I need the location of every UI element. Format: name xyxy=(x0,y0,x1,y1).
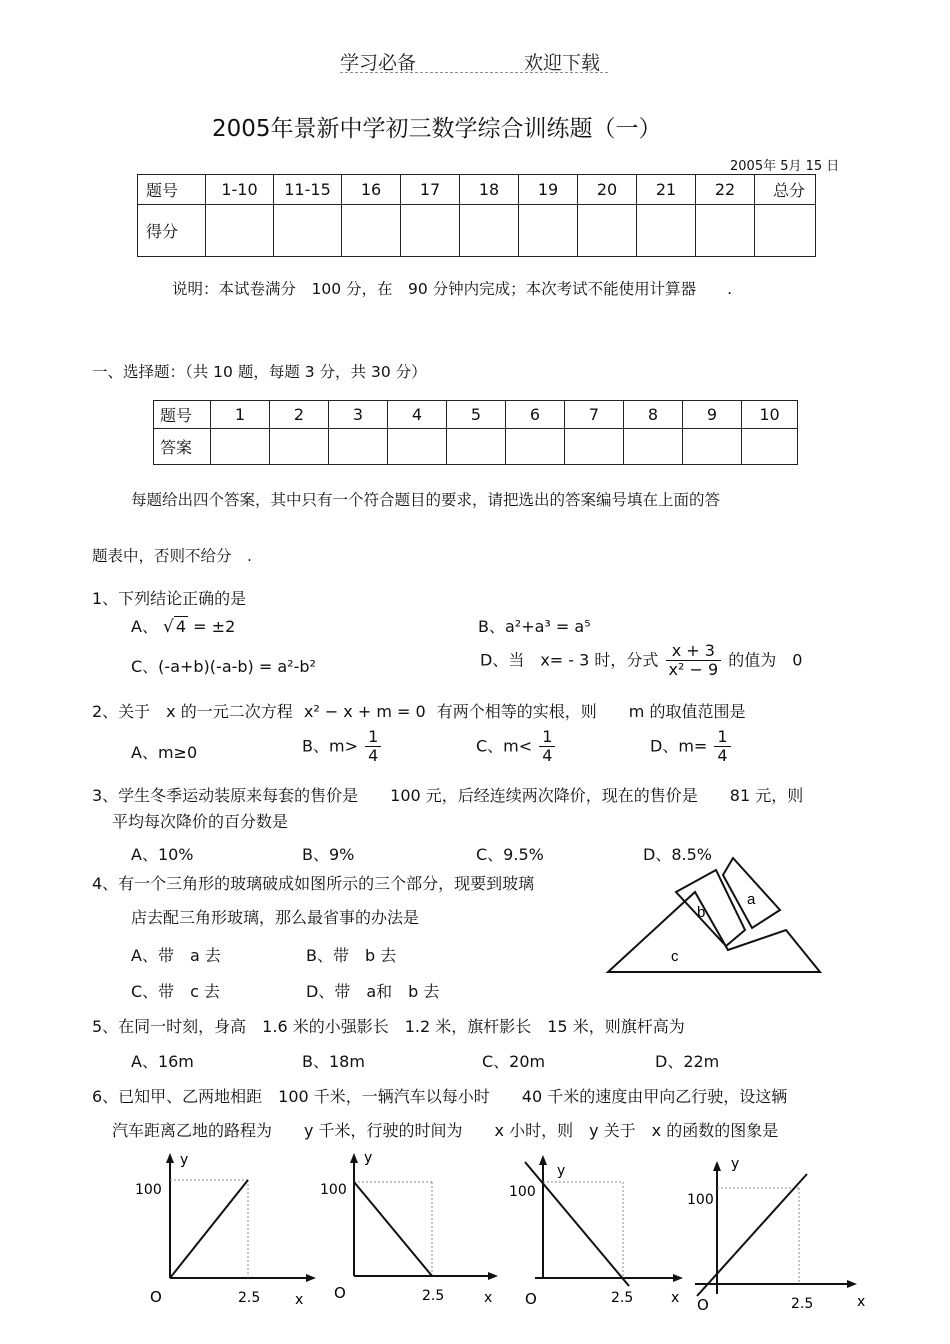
broken-glass-triangle-figure xyxy=(600,850,830,980)
score-input-cell[interactable] xyxy=(342,205,401,257)
exam-date: 2005年 5月 15 日 xyxy=(730,159,840,174)
answer-table-header-row xyxy=(154,401,798,429)
score-input-cell[interactable] xyxy=(637,205,696,257)
q5-option-d: D、22m xyxy=(655,1052,720,1071)
q1-option-c: C、(-a+b)(-a-b) = a²-b² xyxy=(131,657,316,676)
x-axis-arrow-icon xyxy=(306,1274,316,1282)
score-table-cell: 1-10 xyxy=(206,175,274,205)
score-table-cell: 21 xyxy=(637,175,696,205)
q3-line-2: 平均每次降价的百分数是 xyxy=(112,812,289,831)
fraction-denominator: 4 xyxy=(368,746,379,766)
answer-input-cell[interactable] xyxy=(506,429,565,465)
q6-graph-b xyxy=(316,1148,506,1313)
x-value-label: 2.5 xyxy=(791,1296,814,1312)
q2-equation: x² − x + m = 0 xyxy=(303,702,426,721)
answer-table-cell: 3 xyxy=(329,401,388,429)
answer-input-cell[interactable] xyxy=(329,429,388,465)
y-axis-arrow-icon xyxy=(166,1153,174,1163)
q3-option-b: B、9% xyxy=(302,845,355,864)
x-value-label: 2.5 xyxy=(422,1288,445,1304)
q3-option-a: A、10% xyxy=(131,845,194,864)
function-line xyxy=(525,1162,629,1286)
score-input-cell[interactable] xyxy=(460,205,519,257)
q1-option-a xyxy=(131,614,235,637)
fraction-numerator: 1 xyxy=(714,728,730,747)
q3-option-c: C、9.5% xyxy=(476,845,544,864)
y-axis-arrow-icon xyxy=(350,1153,358,1163)
q1-option-a-rhs: = ±2 xyxy=(188,617,236,636)
answer-table-answer-row xyxy=(154,429,798,465)
y-axis-label: y xyxy=(557,1163,566,1179)
answer-table-cell: 7 xyxy=(565,401,624,429)
q1-stem: 1、下列结论正确的是 xyxy=(92,589,247,608)
function-line xyxy=(170,1180,248,1278)
y-axis-arrow-icon xyxy=(539,1155,547,1165)
score-table-cell: 18 xyxy=(460,175,519,205)
y-axis-label: y xyxy=(731,1156,740,1172)
answer-input-cell[interactable] xyxy=(388,429,447,465)
answer-input-cell[interactable] xyxy=(211,429,270,465)
q3-option-d: D、8.5% xyxy=(643,845,712,864)
answer-input-cell[interactable] xyxy=(742,429,798,465)
answer-table-cell: 题号 xyxy=(154,401,211,429)
q1-fraction-denominator: x² − 9 xyxy=(668,660,719,680)
q6-graph-c xyxy=(505,1148,695,1313)
y-axis-label: y xyxy=(364,1150,373,1166)
score-table-header-row xyxy=(138,175,816,205)
x-axis-label: x xyxy=(484,1290,493,1306)
page-title: 2005年景新中学初三数学综合训练题（一） xyxy=(212,116,662,142)
answer-table-cell: 8 xyxy=(624,401,683,429)
q2-option-b xyxy=(302,728,383,766)
answer-table xyxy=(153,400,798,465)
q6-graph-d xyxy=(685,1148,875,1318)
x-axis-arrow-icon xyxy=(673,1274,683,1282)
answer-table-cell: 1 xyxy=(211,401,270,429)
sqrt-icon: √ xyxy=(163,617,174,637)
q2-stem-prefix: 2、关于 x 的一元二次方程 xyxy=(92,702,293,721)
x-value-label: 2.5 xyxy=(238,1290,261,1306)
q2-option-d-fraction xyxy=(714,728,730,766)
glass-piece-b xyxy=(676,870,745,946)
q4-line-1: 4、有一个三角形的玻璃破成如图所示的三个部分，现要到玻璃 xyxy=(92,874,535,893)
answer-input-cell[interactable] xyxy=(624,429,683,465)
answer-table-cell: 10 xyxy=(742,401,798,429)
answer-input-cell[interactable] xyxy=(447,429,506,465)
function-line xyxy=(354,1182,432,1276)
q2-option-d-prefix: D、m= xyxy=(650,736,708,756)
score-table-cell: 16 xyxy=(342,175,401,205)
x-axis-label: x xyxy=(295,1292,304,1308)
q2-stem-suffix: 有两个相等的实根，则 m 的取值范围是 xyxy=(436,702,746,721)
q1-option-d-suffix: 的值为 0 xyxy=(728,650,803,670)
answer-table-cell: 9 xyxy=(683,401,742,429)
q4-line-2: 店去配三角形玻璃，那么最省事的办法是 xyxy=(131,908,420,927)
q2-option-c-prefix: C、m< xyxy=(476,736,533,756)
score-input-cell[interactable] xyxy=(755,205,816,257)
x-axis-arrow-icon xyxy=(488,1272,498,1280)
x-axis-arrow-icon xyxy=(847,1280,857,1288)
q4-option-d: D、带 a和 b 去 xyxy=(306,982,440,1001)
score-input-cell[interactable] xyxy=(206,205,274,257)
origin-label: O xyxy=(697,1296,709,1314)
y-value-label: 100 xyxy=(135,1182,162,1198)
q1-fraction xyxy=(666,642,722,680)
answer-table-cell: 4 xyxy=(388,401,447,429)
q4-option-b: B、带 b 去 xyxy=(306,946,397,965)
q6-graph-a xyxy=(130,1148,320,1313)
q2-stem xyxy=(92,699,745,722)
header-dashed-underline xyxy=(340,72,608,73)
q2-option-a: A、m≥0 xyxy=(131,743,198,762)
answer-input-cell[interactable] xyxy=(683,429,742,465)
score-table-cell: 19 xyxy=(519,175,578,205)
q2-option-c xyxy=(476,728,557,766)
q2-option-c-fraction xyxy=(539,728,555,766)
q6-line-2: 汽车距离乙地的路程为 y 千米，行驶的时间为 x 小时，则 y 关于 x 的函数的图象是 xyxy=(112,1121,779,1140)
instruction-line-1: 每题给出四个答案，其中只有一个符合题目的要求，请把选出的答案编号填在上面的答 xyxy=(131,491,721,509)
answer-table-cell: 2 xyxy=(270,401,329,429)
y-value-label: 100 xyxy=(687,1192,714,1208)
score-table-score-row xyxy=(138,205,816,257)
q1-option-a-radicand: 4 xyxy=(175,617,187,636)
score-input-cell[interactable] xyxy=(401,205,460,257)
q2-option-b-fraction xyxy=(365,728,381,766)
q6-line-1: 6、已知甲、乙两地相距 100 千米，一辆汽车以每小时 40 千米的速度由甲向乙行驶，设这辆 xyxy=(92,1087,788,1106)
header-left-text: 学习必备 xyxy=(340,52,417,74)
answer-row-label: 答案 xyxy=(154,429,211,465)
score-table xyxy=(137,174,816,257)
figure-label-a: a xyxy=(747,891,756,908)
score-table-cell: 22 xyxy=(696,175,755,205)
score-input-cell[interactable] xyxy=(274,205,342,257)
instruction-line-2: 题表中，否则不给分 . xyxy=(92,547,252,565)
score-table-cell: 20 xyxy=(578,175,637,205)
answer-input-cell[interactable] xyxy=(565,429,624,465)
x-axis-label: x xyxy=(671,1290,680,1306)
q1-option-a-label: A、 xyxy=(131,617,158,636)
q1-option-d xyxy=(480,642,802,680)
origin-label: O xyxy=(150,1288,162,1306)
q5-stem: 5、在同一时刻，身高 1.6 米的小强影长 1.2 米，旗杆影长 15 米，则旗杆高为 xyxy=(92,1017,685,1036)
figure-label-c: c xyxy=(671,948,679,965)
q1-fraction-numerator: x + 3 xyxy=(666,642,722,661)
y-value-label: 100 xyxy=(509,1184,536,1200)
answer-input-cell[interactable] xyxy=(270,429,329,465)
answer-table-cell: 6 xyxy=(506,401,565,429)
score-table-cell: 11-15 xyxy=(274,175,342,205)
y-axis-label: y xyxy=(180,1152,189,1168)
x-value-label: 2.5 xyxy=(611,1290,634,1306)
q1-option-d-prefix: D、当 x= - 3 时，分式 xyxy=(480,650,659,670)
y-value-label: 100 xyxy=(320,1182,347,1198)
score-input-cell[interactable] xyxy=(519,205,578,257)
q5-option-a: A、16m xyxy=(131,1052,194,1071)
x-axis-label: x xyxy=(857,1294,866,1310)
origin-label: O xyxy=(525,1290,537,1308)
score-table-cell: 题号 xyxy=(138,175,206,205)
q2-option-d xyxy=(650,728,733,766)
q5-option-b: B、18m xyxy=(302,1052,365,1071)
q1-option-b: B、a²+a³ = a⁵ xyxy=(478,617,591,636)
q4-option-c: C、带 c 去 xyxy=(131,982,221,1001)
origin-label: O xyxy=(334,1284,346,1302)
header-right-text: 欢迎下载 xyxy=(524,52,601,74)
q2-option-b-prefix: B、m> xyxy=(302,736,358,756)
q4-option-a: A、带 a 去 xyxy=(131,946,221,965)
q3-line-1: 3、学生冬季运动装原来每套的售价是 100 元，后经连续两次降价，现在的售价是 81 元，则 xyxy=(92,786,804,805)
score-table-cell: 17 xyxy=(401,175,460,205)
score-table-cell: 总分 xyxy=(755,175,816,205)
answer-table-cell: 5 xyxy=(447,401,506,429)
score-row-label: 得分 xyxy=(138,205,206,257)
section-heading: 一、选择题：（共 10 题，每题 3 分，共 30 分） xyxy=(92,363,427,381)
q5-option-c: C、20m xyxy=(482,1052,546,1071)
score-input-cell[interactable] xyxy=(696,205,755,257)
fraction-numerator: 1 xyxy=(365,728,381,747)
fraction-denominator: 4 xyxy=(542,746,553,766)
y-axis-arrow-icon xyxy=(713,1161,721,1171)
fraction-numerator: 1 xyxy=(539,728,555,747)
fraction-denominator: 4 xyxy=(717,746,728,766)
score-input-cell[interactable] xyxy=(578,205,637,257)
figure-label-b: b xyxy=(697,904,706,921)
exam-note: 说明：本试卷满分 100 分，在 90 分钟内完成；本次考试不能使用计算器 . xyxy=(172,280,733,298)
